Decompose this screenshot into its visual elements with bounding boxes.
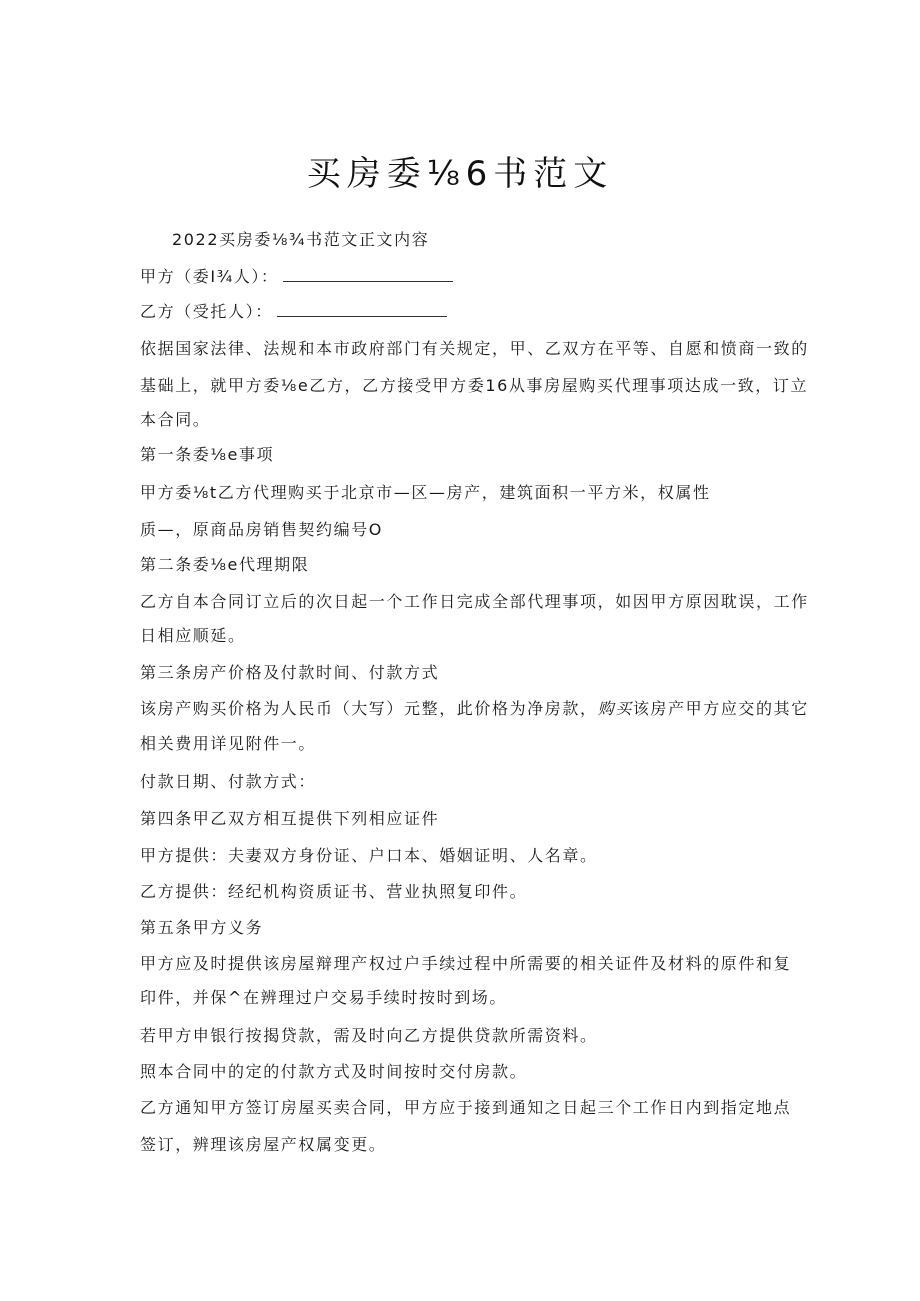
article-5-line-1: 甲方应及时提供该房屋辩理产权过户手续过程中所需要的相关证件及材料的原件和复 (140, 954, 792, 973)
party-b-line (140, 302, 800, 322)
article-5-line-3: 若甲方申银行按揭贷款，需及时向乙方提供贷款所需资料。 (140, 1026, 598, 1045)
para1-line-2: 基础上，就甲方委⅛e乙方，乙方接受甲方委16从事房屋购买代理事项达成一致，订立 (140, 376, 809, 395)
article-5-line-6: 签订，辨理该房屋产权属变更。 (140, 1135, 387, 1154)
article-5-title: 第五条甲方义务 (140, 918, 264, 937)
party-b-blank (277, 302, 447, 317)
article-3-text-a: 该房产购买价格为人民币（大写）元整，此价格为净房款， (140, 699, 598, 718)
subtitle: 2022买房委⅛¾书范文正文内容 (172, 230, 430, 249)
para1-line-1: 依据国家法律、法规和本市政府部门有关规定，甲、乙双方在平等、自愿和愤商一致的 (140, 339, 809, 358)
article-2-line-2: 日相应顺延。 (140, 626, 246, 645)
article-4-party-b: 乙方提供：经纪机构资质证书、营业执照复印件。 (140, 882, 528, 901)
article-3-title: 第三条房产价格及付款时间、付款方式 (140, 663, 440, 682)
article-3-italic-word: 购买 (597, 699, 633, 718)
article-1-line-1: 甲方委⅛t乙方代理购买于北京市—区—房产，建筑面积一平方米，权属性 (140, 483, 711, 502)
article-5-line-5: 乙方通知甲方签订房屋买卖合同，甲方应于接到通知之日起三个工作日内到指定地点 (140, 1098, 792, 1117)
document-title: 买房委⅛6书范文 (306, 154, 614, 194)
article-3-payment: 付款日期、付款方式： (140, 772, 317, 791)
para1-line-3: 本合同。 (140, 410, 211, 429)
party-a-line (140, 267, 800, 287)
article-4-title: 第四条甲乙双方相互提供下列相应证件 (140, 809, 440, 828)
article-2-line-1: 乙方自本合同订立后的次日起一个工作日完成全部代理事项，如因甲方原因耽误，工作 (140, 592, 809, 611)
article-4-party-a: 甲方提供：夫妻双方身份证、户口本、婚姻证明、人名章。 (140, 846, 598, 865)
article-5-line-2: 印件，并保^在辨理过户交易手续时按时到场。 (140, 988, 508, 1007)
article-1-title: 第一条委⅛e事项 (140, 445, 275, 464)
party-b-label: 乙方（受托人）： (140, 302, 273, 321)
party-a-blank (283, 267, 453, 282)
party-a-label: 甲方（委I¾人）： (140, 267, 279, 286)
article-3-line-2: 相关费用详见附件一。 (140, 734, 317, 753)
article-3-line-1 (140, 699, 809, 719)
article-3-text-b: 该房产甲方应交的其它 (632, 699, 809, 718)
article-2-title: 第二条委⅛e代理期限 (140, 555, 310, 574)
article-5-line-4: 照本合同中的定的付款方式及时间按时交付房款。 (140, 1062, 528, 1081)
article-1-line-2: 质—，原商品房销售契约编号O (140, 520, 383, 539)
